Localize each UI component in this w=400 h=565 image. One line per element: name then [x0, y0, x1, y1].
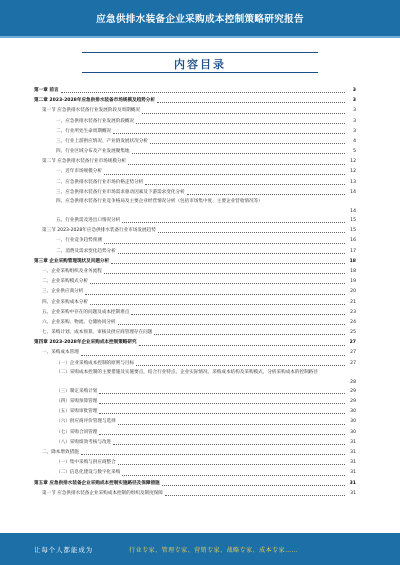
toc-entry-title: （七）采购合同管理 [56, 429, 98, 435]
toc-entry[interactable] [34, 369, 356, 387]
toc-title-bottom-rule [82, 72, 318, 73]
toc-entry-page: 20 [350, 289, 356, 295]
toc-entry-title: 四、应急供排水装备行业竞争格局及主要企业经营情况分析（包括市场集中度、主要企业营收情况等） [56, 199, 263, 205]
toc-entry-title: （八）采购绩效考核与改进 [56, 439, 112, 445]
toc-entry[interactable] [34, 226, 356, 236]
toc-entry-page: 17 [350, 248, 356, 254]
toc-leader-dots [131, 314, 345, 315]
toc-entry-page: 14 [350, 209, 356, 215]
toc-entry-page: 13 [350, 179, 356, 185]
toc-entry[interactable] [34, 198, 356, 216]
toc-entry-page: 3 [352, 98, 356, 104]
toc-entry[interactable] [34, 448, 356, 458]
toc-entry[interactable] [34, 277, 356, 287]
toc-entry[interactable] [34, 387, 356, 397]
toc-entry-title: 六、企业采购、物流、仓储协同分析 [42, 319, 116, 325]
toc-leader-dots [122, 475, 345, 476]
header-divider [0, 36, 400, 38]
toc-heading: 内容目录 [174, 58, 226, 71]
toc-entry-title: 第一章 前言 [34, 87, 59, 93]
toc-entry-page: 12 [350, 169, 356, 175]
toc-entry[interactable] [34, 247, 356, 257]
toc-entry-page: 31 [350, 490, 356, 496]
toc-entry-page: 24 [350, 319, 356, 325]
toc-entry-title: 一、企业采购组织及业务流程 [42, 268, 102, 274]
toc-entry[interactable] [34, 157, 356, 167]
toc-entry[interactable] [34, 96, 356, 106]
toc-entry[interactable] [34, 137, 356, 147]
toc-leader-dots [99, 434, 345, 435]
toc-leader-dots [162, 485, 345, 486]
toc-leader-dots [104, 273, 345, 274]
toc-entry[interactable] [34, 407, 356, 417]
toc-entry-title: 二、企业采购模式分析 [42, 279, 88, 285]
report-header [0, 0, 400, 36]
toc-entry-page: 3 [352, 87, 356, 93]
toc-entry-title: 第四章 2023-2028年企业采购成本控制策略研究 [34, 340, 137, 346]
toc-entry[interactable] [34, 178, 356, 188]
toc-entry-title: （二）信息化建设与数字化采购 [56, 470, 121, 476]
footer-slogan: 让每个人都能成为 [34, 545, 94, 554]
toc-entry-title: 第一节 应急供排水装备行业发展阶段及周期概况 [42, 108, 140, 114]
toc-entry-page: 31 [350, 470, 356, 476]
toc-entry[interactable] [34, 349, 356, 359]
toc-leader-dots [118, 324, 345, 325]
toc-entry[interactable] [34, 216, 356, 226]
toc-entry-page: 23 [350, 309, 356, 315]
toc-entry-page: 29 [350, 388, 356, 394]
toc-entry[interactable] [34, 417, 356, 427]
toc-entry-page: 27 [350, 360, 356, 366]
toc-entry[interactable] [34, 428, 356, 438]
toc-entry[interactable] [34, 328, 356, 338]
toc-entry-title: 第三节 2023-2028年应急供排水装备行业市场发展趋势 [42, 228, 156, 234]
toc-entry[interactable] [34, 468, 356, 478]
toc-leader-dots [81, 454, 345, 455]
toc-leader-dots [90, 283, 345, 284]
toc-title-top-rule [82, 52, 318, 53]
toc-entry-page: 15 [350, 218, 356, 224]
toc-leader-dots [165, 495, 345, 496]
toc-leader-dots [145, 184, 345, 185]
toc-entry-title: 二、应急供排水装备行业市场价格走势分析 [56, 179, 144, 185]
toc-entry[interactable] [34, 86, 356, 96]
toc-entry[interactable] [34, 127, 356, 137]
toc-leader-dots [187, 194, 345, 195]
toc-entry[interactable] [34, 236, 356, 246]
toc-entry-page: 12 [350, 159, 356, 165]
toc-leader-dots [99, 393, 345, 394]
toc-entry-page: 29 [350, 399, 356, 405]
toc-entry-title: （二）采购成本控制的主要措施及实施要点，结合行业特点、企业实际情况、采购成本结构及采购模式，分析采购成本的控制路径 [56, 369, 318, 375]
toc-entry-page: 18 [350, 268, 356, 274]
toc-entry-title: 第二节 应急供排水装备行业市场规模分析 [42, 159, 127, 165]
toc-leader-dots [111, 263, 345, 264]
toc-leader-dots [142, 113, 345, 114]
toc-entry[interactable] [34, 168, 356, 178]
toc-entry-title: 四、行业区域分布及产业发展聚集地 [56, 149, 130, 155]
toc-entry-page: 25 [350, 330, 356, 336]
toc-entry-title: 三、行业上游供应情况、产业链发展状况分析 [56, 138, 148, 144]
toc-entry-page: 4 [353, 138, 356, 144]
toc-entry-title: 三、应急供排水装备行业市场需求驱动因素及下游需求变化分析 [56, 189, 185, 195]
toc-leader-dots [136, 123, 345, 124]
toc-leader-dots [158, 232, 345, 233]
toc-entry-title: 第三章 企业采购管理现状及问题分析 [34, 258, 110, 264]
toc-entry[interactable] [34, 397, 356, 407]
toc-leader-dots [154, 334, 345, 335]
toc-entry-title: 一、行业竞争趋势预测 [56, 238, 102, 244]
toc-entry-page: 18 [349, 258, 356, 264]
toc-entry-page: 30 [350, 419, 356, 425]
toc-entry[interactable] [34, 257, 356, 267]
toc-entry-title: 一、采购成本管理 [42, 350, 79, 356]
toc-entry-page: 31 [349, 480, 356, 486]
toc-entry-title: （一）企业采购成本控制的原则与目标 [56, 360, 135, 366]
toc-entry-page: 19 [350, 279, 356, 285]
toc-entry-title: 五、企业采购中存在的问题及成本控制难点 [42, 309, 130, 315]
toc-entry[interactable] [34, 267, 356, 277]
toc-entry-title: 一、近年市场规模分析 [56, 169, 102, 175]
toc-entry-title: 一、应急供排水装备行业发展阶段概况 [56, 118, 135, 124]
toc-leader-dots [118, 464, 345, 465]
toc-leader-dots [157, 102, 345, 103]
toc-leader-dots [113, 133, 345, 134]
toc-leader-dots [150, 143, 345, 144]
toc-leader-dots [136, 365, 345, 366]
toc-entry[interactable] [34, 298, 356, 308]
toc-leader-dots [104, 174, 345, 175]
toc-entry[interactable] [34, 338, 356, 348]
toc-entry-page: 15 [350, 228, 356, 234]
toc-entry-page: 30 [350, 429, 356, 435]
report-title: 应急供排水装备企业采购成本控制策略研究报告 [96, 14, 304, 25]
toc-entry-title: 第一节 应急供排水装备企业采购成本控制的组织及制度保障 [42, 490, 163, 496]
toc-entry-page: 3 [353, 128, 356, 134]
toc-entry-page: 14 [350, 189, 356, 195]
toc-leader-dots [99, 413, 345, 414]
toc-entry-page: 30 [350, 409, 356, 415]
toc-entry-title: 二、降本增效措施 [42, 449, 79, 455]
toc-entry[interactable] [34, 479, 356, 489]
toc-entry-title: （一）集中采购与供应商整合 [56, 460, 116, 466]
toc-entry-title: 七、采购计划、成本预算、审核及供应商管理存在问题 [42, 330, 153, 336]
toc-leader-dots [85, 294, 345, 295]
toc-leader-dots [118, 253, 345, 254]
toc-entry-title: 三、企业供应商分析 [42, 289, 84, 295]
table-of-contents [34, 86, 356, 499]
toc-leader-dots [81, 355, 345, 356]
toc-entry[interactable] [34, 438, 356, 448]
toc-entry[interactable] [34, 188, 356, 198]
toc-entry-page: 28 [350, 379, 356, 385]
toc-leader-dots [128, 164, 345, 165]
toc-entry-title: 五、行业供需及进出口情况分析 [56, 218, 121, 224]
toc-leader-dots [118, 424, 345, 425]
toc-entry-page: 3 [353, 118, 356, 124]
toc-entry-page: 31 [350, 439, 356, 445]
toc-entry-title: 第二章 2023-2028年应急供排水装备市场规模及趋势分析 [34, 98, 155, 104]
toc-entry[interactable] [34, 489, 356, 499]
toc-entry[interactable] [34, 147, 356, 157]
toc-entry-title: 二、消费及需求变化趋势分析 [56, 248, 116, 254]
toc-entry-title: 四、企业采购成本分析 [42, 299, 88, 305]
toc-leader-dots [139, 345, 345, 346]
toc-entry[interactable] [34, 318, 356, 328]
toc-leader-dots [99, 403, 345, 404]
toc-entry[interactable] [34, 117, 356, 127]
toc-entry-page: 21 [350, 299, 356, 305]
toc-entry[interactable] [34, 308, 356, 318]
toc-entry-title: （六）供应商评价管理与选择 [56, 419, 116, 425]
toc-entry-page: 3 [353, 108, 356, 114]
toc-entry-page: 27 [350, 350, 356, 356]
toc-leader-dots [61, 92, 345, 93]
toc-entry-page: 31 [350, 449, 356, 455]
footer-tags: 行业专家、管理专家、营销专家、战略专家、成本专家…… [129, 546, 299, 554]
toc-entry[interactable] [34, 359, 356, 369]
toc-entry-title: （五）采购审批管理 [56, 409, 98, 415]
toc-entry-page: 5 [353, 149, 356, 155]
toc-leader-dots [132, 153, 345, 154]
toc-entry-title: （三）制定采购计划 [56, 388, 98, 394]
toc-entry-title: 第五章 应急供排水装备企业采购成本控制实施路径及保障措施 [34, 480, 160, 486]
toc-leader-dots [122, 222, 345, 223]
toc-leader-dots [90, 304, 345, 305]
toc-entry[interactable] [34, 458, 356, 468]
toc-leader-dots [113, 444, 345, 445]
footer-banner [0, 533, 400, 565]
toc-entry-title: （四）采购预算管理 [56, 399, 98, 405]
toc-entry[interactable] [34, 287, 356, 297]
toc-entry[interactable] [34, 106, 356, 116]
toc-entry-title: 二、行业所处生命周期概况 [56, 128, 112, 134]
toc-entry-page: 27 [349, 340, 356, 346]
toc-entry-page: 16 [350, 238, 356, 244]
toc-leader-dots [104, 243, 345, 244]
toc-entry-page: 31 [350, 460, 356, 466]
